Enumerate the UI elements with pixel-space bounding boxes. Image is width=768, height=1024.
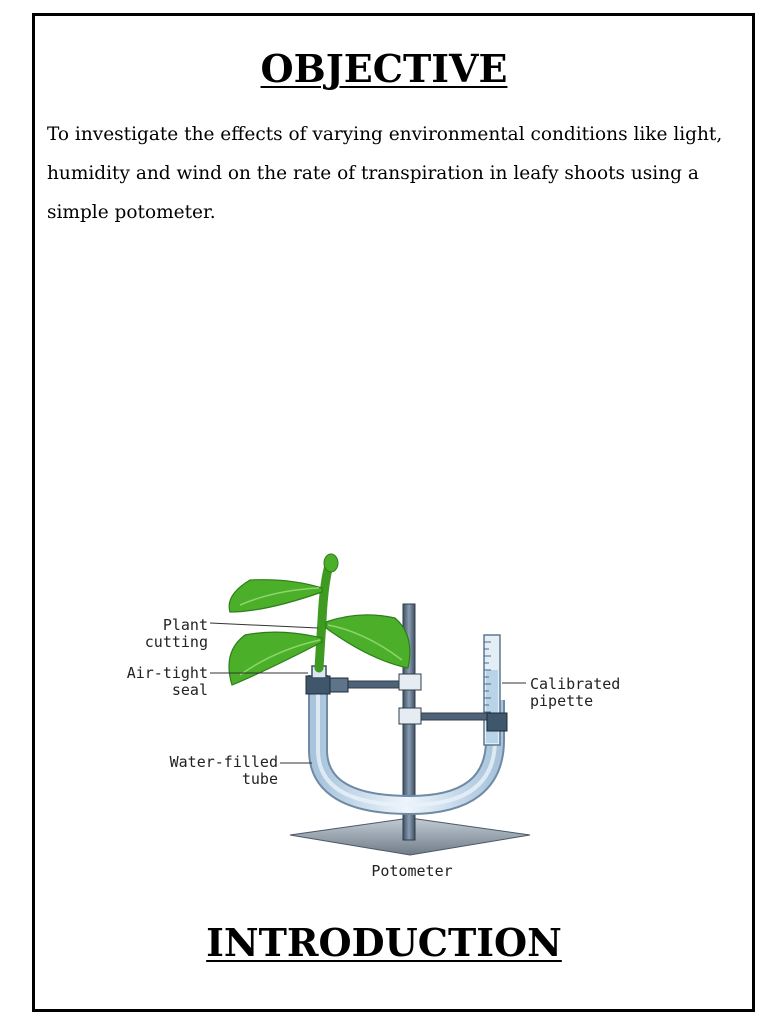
label-air-tight-seal-2: seal (171, 681, 208, 699)
label-air-tight-seal-1: Air-tight (126, 664, 208, 682)
potometer-diagram (90, 550, 670, 890)
objective-heading: OBJECTIVE (260, 46, 508, 91)
leaf-right (326, 615, 410, 668)
plant-stem (319, 562, 330, 668)
clamp-pipette (487, 713, 507, 731)
introduction-heading: INTRODUCTION (206, 920, 562, 965)
label-calibrated-pipette-1: Calibrated (530, 675, 621, 693)
label-plant-cutting-2: cutting (144, 633, 208, 651)
label-calibrated-pipette-2: pipette (530, 692, 594, 710)
objective-text: To investigate the effects of varying environmental conditions like light, humidity and wind on the rate of transpiration in leafy shoots using a simple potometer. (47, 124, 723, 223)
label-water-filled-tube-1: Water-filled (169, 753, 278, 771)
potometer-figure (90, 550, 670, 890)
label-plant-cutting-1: Plant (162, 616, 208, 634)
clamp-arm-lower (410, 713, 490, 720)
label-water-filled-tube-2: tube (241, 770, 278, 788)
leaf-upper-left (229, 580, 322, 612)
figure-caption: Potometer (371, 862, 453, 880)
